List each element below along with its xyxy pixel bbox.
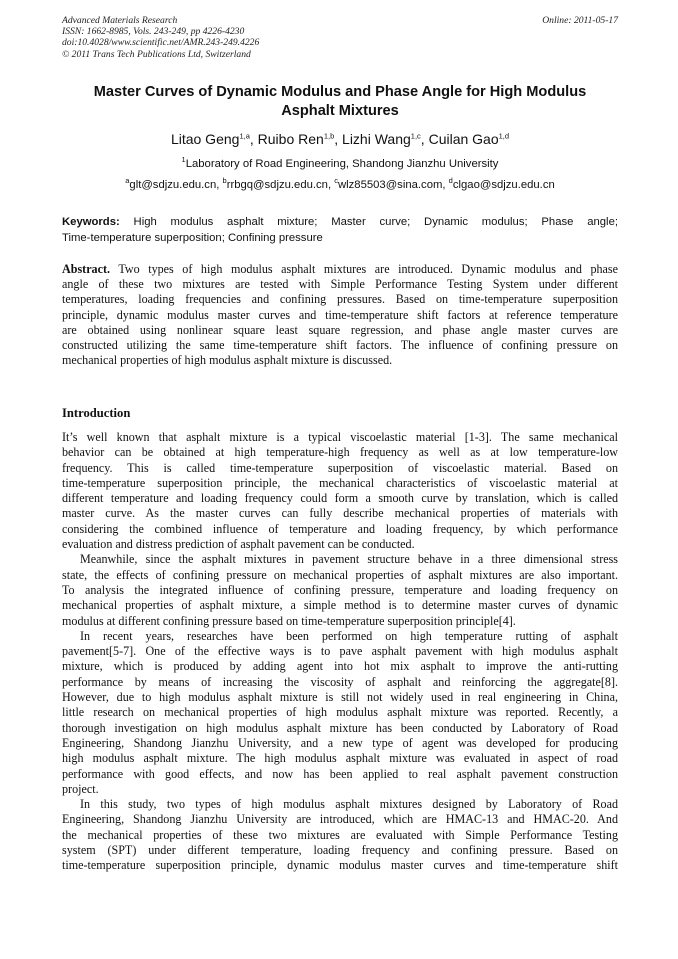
journal-name: Advanced Materials Research xyxy=(62,15,178,26)
abstract-line: mechanical properties of high modulus asphalt mixture is discussed. xyxy=(62,353,393,368)
email-address: rrbgq@sdjzu.edu.cn, xyxy=(226,179,335,191)
email-address: wlz85503@sina.com, xyxy=(337,179,449,191)
affiliation-mark: 1 xyxy=(181,155,186,165)
text-line: In this study, two types of high modulus asphalt mixtures designed by Laboratory of Road xyxy=(80,797,618,812)
email-mark: a xyxy=(125,176,130,186)
text-line: the mechanical properties of these two mixtures are evaluated with Simple Performance Testing xyxy=(62,827,618,842)
text-line: behavior can be obtained at high temperature-high frequency as well as at low temperature-low xyxy=(62,445,618,460)
paragraph xyxy=(62,552,618,628)
abstract-line: constructed utilizing the same time-temperature shift factors. The influence of confining pressure on xyxy=(62,338,618,353)
abstract-line: temperatures, loading frequencies and confining pressures. Based on time-temperature superposition xyxy=(62,292,618,307)
email-mark: b xyxy=(222,176,227,186)
section-heading: Introduction xyxy=(62,406,131,420)
text-line: considering the combined influence of temperature and loading frequency, by which performance xyxy=(62,521,618,536)
author-name: Litao Geng xyxy=(170,131,240,147)
author-separator: , xyxy=(334,131,343,147)
text-line: high modulus asphalt mixture. The high modulus asphalt mixture was evaluated in aspect of road xyxy=(62,751,618,766)
author-separator: , xyxy=(249,131,258,147)
journal-header xyxy=(62,15,618,60)
text-line: pavement[5-7]. One of the effective ways is to pave asphalt pavement with high modulus asphalt xyxy=(62,644,618,659)
text-line: performance with good effects, and now has been applied to real asphalt pavement construction xyxy=(62,766,618,781)
email-mark: d xyxy=(448,176,453,186)
author-name: Ruibo Ren xyxy=(257,131,324,147)
introduction-body xyxy=(62,430,618,874)
text-line: frequency. This is called time-temperature superposition of viscoelastic material. Based on xyxy=(62,460,618,475)
author-emails xyxy=(62,178,618,192)
author-affiliation-mark: 1,b xyxy=(323,131,335,141)
abstract-line: angle of these two mixtures are tested with Simple Performance Testing System under different xyxy=(62,277,618,292)
affiliation xyxy=(62,157,618,171)
text-line: To analysis the integrated influence of confining pressure, temperature and loading frequency on xyxy=(62,582,618,597)
keywords-section xyxy=(62,214,618,246)
text-line: evaluation and distress prediction of asphalt pavement can be conducted. xyxy=(62,537,415,552)
journal-issn: ISSN: 1662-8985, Vols. 243-249, pp 4226-4230 xyxy=(62,26,245,38)
email-address: glt@sdjzu.edu.cn, xyxy=(129,179,223,191)
title-line: Master Curves of Dynamic Modulus and Phase Angle for High Modulus xyxy=(93,84,587,100)
journal-copyright: © 2011 Trans Tech Publications Ltd, Switzerland xyxy=(62,48,251,60)
text-line: performance by means of increasing the viscosity of asphalt and reinforcing the aggregate[8]. xyxy=(62,674,618,689)
paragraph xyxy=(62,797,618,873)
text-line: time-temperature superposition principle, dynamic modulus master curves and time-temperature shift xyxy=(62,858,618,873)
email-mark: c xyxy=(334,176,338,186)
keywords-text: High modulus asphalt mixture; Master curve; Dynamic modulus; Phase angle; xyxy=(133,216,618,228)
abstract-line: principle, dynamic modulus master curves and time-temperature shift factors at reference temperature xyxy=(62,307,618,322)
author-name: Lizhi Wang xyxy=(342,131,411,147)
keywords-line xyxy=(62,214,618,230)
text-line: master curve. As the master curves can fully describe mechanical properties of materials with xyxy=(62,506,618,521)
author-list xyxy=(62,130,618,148)
abstract-section xyxy=(62,262,618,368)
text-line: It’s well known that asphalt mixture is a typical viscoelastic material [1-3]. The same mechanical xyxy=(62,430,618,444)
text-line: state, the effects of confining pressure on mechanical properties of asphalt mixtures are also important. xyxy=(62,567,618,582)
text-line: In recent years, researches have been performed on high temperature rutting of asphalt xyxy=(80,628,618,643)
text-line: However, due to high modulus asphalt mixture is still not widely used in real engineering in China, xyxy=(62,690,618,705)
text-line: thorough investigation on high modulus asphalt mixture has been conducted by Laboratory of Road xyxy=(62,720,618,735)
keywords-line: Time-temperature superposition; Confining pressure xyxy=(62,232,323,244)
text-line: Engineering, Shandong Jianzhu University, and a new type of agent was developed for producing xyxy=(62,735,618,750)
paragraph xyxy=(62,430,618,552)
abstract-label: Abstract. xyxy=(62,262,111,276)
text-line: mixture, which is produced by adding agent into hot mix asphalt to improve the anti-rutting xyxy=(62,659,618,674)
online-date: Online: 2011-05-17 xyxy=(542,15,618,26)
journal-doi: doi:10.4028/www.scientific.net/AMR.243-249.4226 xyxy=(62,37,260,49)
text-line: time-temperature superposition principle, the mechanical characteristics of viscoelastic material at xyxy=(62,475,618,490)
text-line: modulus at different confining pressure based on time-temperature superposition principle[4]. xyxy=(62,613,516,628)
keywords-label: Keywords: xyxy=(62,216,120,228)
text-line: Engineering, Shandong Jianzhu University are introduced, which are HMAC-13 and HMAC-20. And xyxy=(62,812,618,827)
text-line: mechanical properties of asphalt mixture, a simple method is to determine master curves of dynamic xyxy=(62,598,618,613)
text-line: project. xyxy=(62,781,99,796)
title-line: Asphalt Mixtures xyxy=(281,103,399,119)
author-affiliation-mark: 1,c xyxy=(410,131,421,141)
abstract-text: Two types of high modulus asphalt mixtures are introduced. Dynamic modulus and phase xyxy=(118,262,618,276)
author-affiliation-mark: 1,d xyxy=(498,131,510,141)
abstract-line xyxy=(62,262,618,277)
text-line: Meanwhile, since the asphalt mixtures in pavement structure behave in a three dimensional stress xyxy=(80,552,618,567)
author-name: Cuilan Gao xyxy=(428,131,499,147)
abstract-line: are obtained using nonlinear square least square regression, and phase angle master curves are xyxy=(62,322,618,337)
affiliation-text: Laboratory of Road Engineering, Shandong Jianzhu University xyxy=(185,158,499,170)
author-affiliation-mark: 1,a xyxy=(239,131,250,141)
email-address: clgao@sdjzu.edu.cn xyxy=(452,179,555,191)
paragraph xyxy=(62,629,618,797)
paper-title xyxy=(62,83,618,121)
text-line: system (SPT) under different temperature, loading frequency and confining pressure. Based on xyxy=(62,843,618,858)
author-separator: , xyxy=(420,131,429,147)
text-line: little research on mechanical properties of high modulus asphalt mixture was reported. Recently, a xyxy=(62,705,618,720)
text-line: different temperature and loading frequency could form a smooth curve by translation, which is called xyxy=(62,491,618,506)
